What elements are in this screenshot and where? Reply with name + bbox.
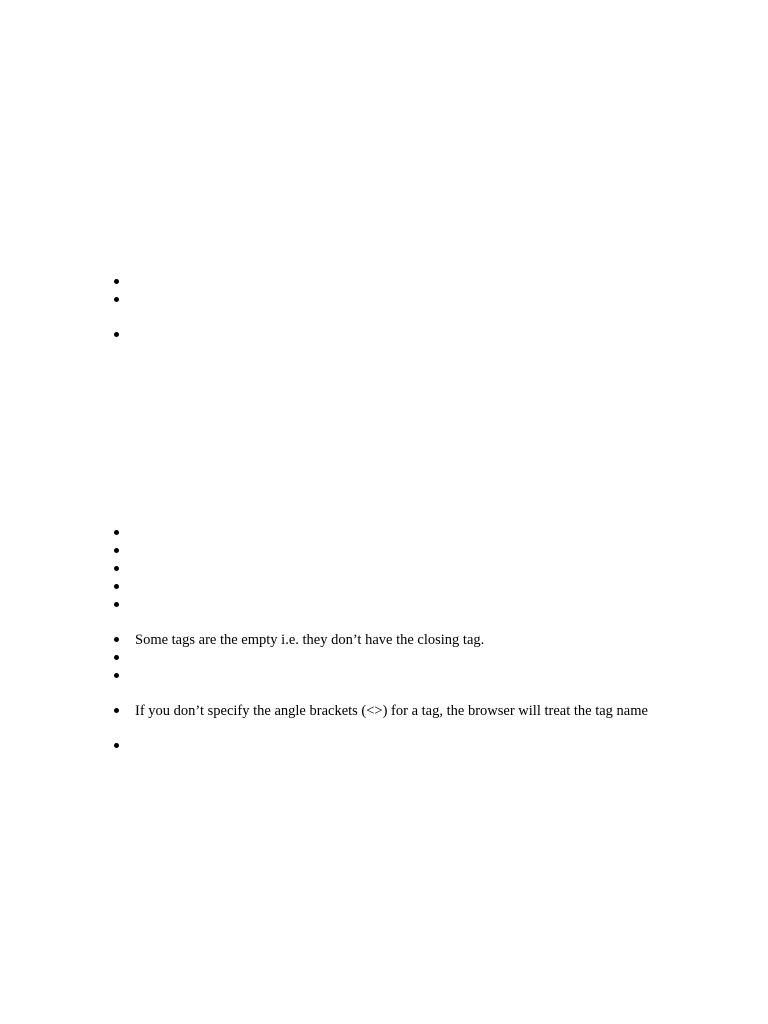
list-item	[112, 326, 732, 344]
list-item	[112, 524, 732, 542]
bullet-icon	[114, 566, 119, 571]
bullet-icon	[114, 708, 119, 713]
bullet-icon	[114, 548, 119, 553]
list-item	[112, 737, 732, 755]
bullet-icon	[114, 530, 119, 535]
bullet-icon	[114, 673, 119, 678]
bullet-icon	[114, 602, 119, 607]
bullet-icon	[114, 743, 119, 748]
list-item	[112, 560, 732, 578]
list-item	[112, 649, 732, 667]
list-item	[112, 273, 732, 291]
bullet-icon	[114, 279, 119, 284]
bullet-icon	[114, 584, 119, 589]
bullet-icon	[114, 637, 119, 642]
bullet-icon	[114, 297, 119, 302]
list-item-text: Some tags are the empty i.e. they don’t have the closing tag.	[135, 632, 485, 648]
list-item-text: If you don’t specify the angle brackets (<>) for a tag, the browser will treat the tag name	[135, 703, 648, 719]
list-item	[112, 631, 732, 649]
bullet-icon	[114, 655, 119, 660]
list-item	[112, 578, 732, 596]
list-item	[112, 702, 732, 720]
list-item	[112, 542, 732, 560]
list-item	[112, 667, 732, 685]
list-item	[112, 291, 732, 309]
bullet-icon	[114, 332, 119, 337]
list-item	[112, 596, 732, 614]
